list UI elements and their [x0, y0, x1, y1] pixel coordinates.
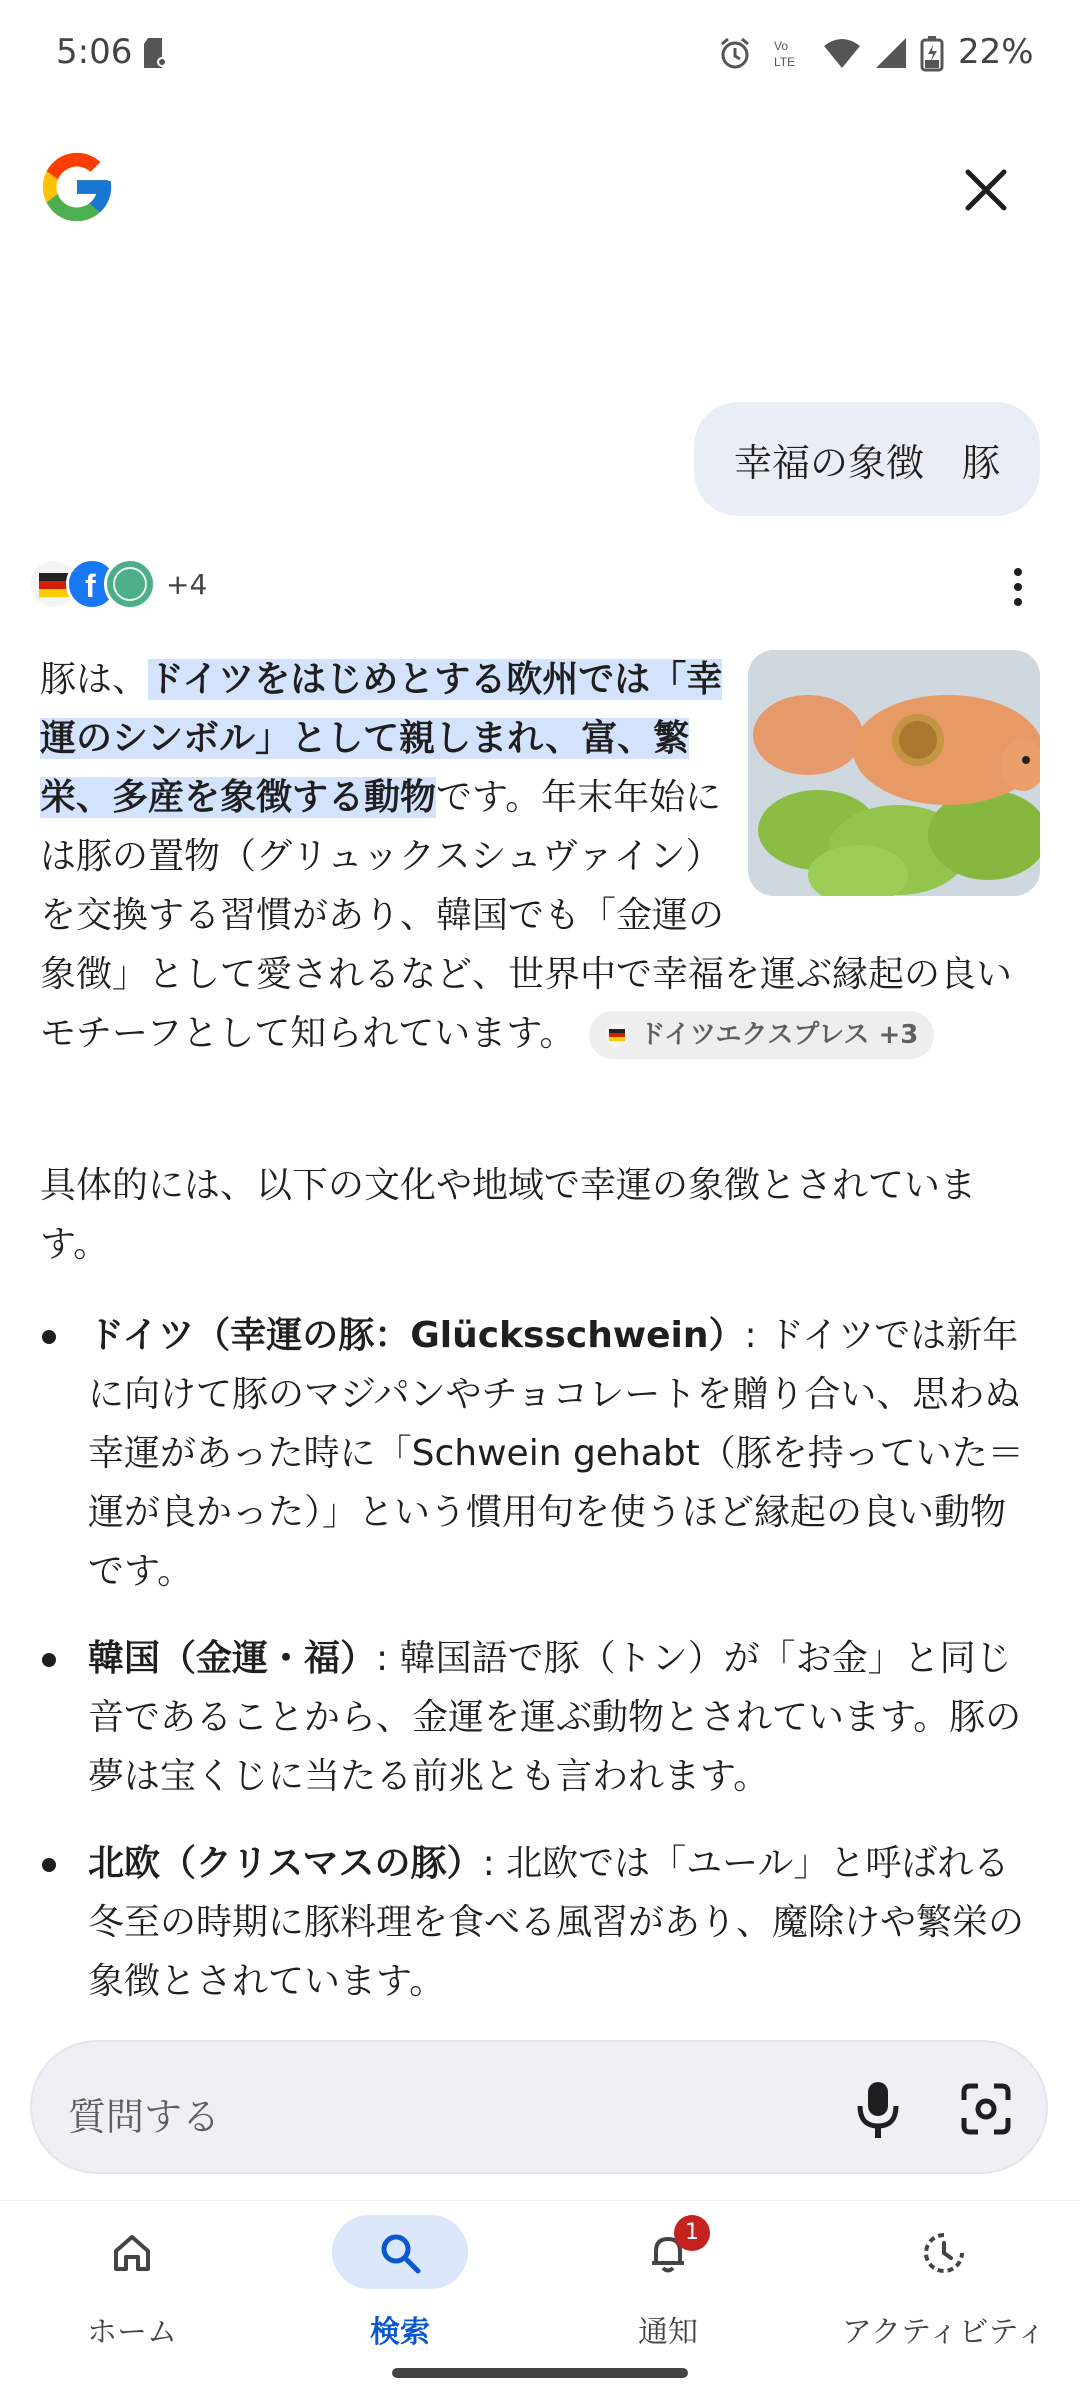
ask-input-placeholder[interactable]: 質問する	[68, 2095, 221, 2139]
nav-home[interactable]	[32, 2215, 232, 2365]
home-icon	[110, 2231, 154, 2275]
nav-activity-label: アクティビティ	[841, 2315, 1047, 2350]
bullet-item-korea	[40, 1629, 1040, 1806]
ask-input-bar[interactable]	[30, 2040, 1048, 2174]
answer-intro-prefix: 豚は、	[40, 659, 149, 700]
bullet-item-nordic	[40, 1834, 1040, 2011]
google-lens-icon[interactable]	[952, 2074, 1020, 2144]
search-icon	[378, 2231, 422, 2275]
answer-paragraph-2: 具体的には、以下の文化や地域で幸運の象徴とされています。	[40, 1165, 977, 1265]
notification-badge: 1	[674, 2215, 710, 2251]
bullet-body: : ドイツでは新年に向けて豚のマジパンやチョコレートを贈り合い、思わぬ幸運があった時に「Schwein gehabt（豚を持っていた＝運が良かった）」という慣用句を使うほど縁起の良い動物です。	[88, 1315, 1024, 1592]
nav-search-icon-wrap	[332, 2215, 468, 2289]
nav-search-label: 検索	[370, 2315, 430, 2350]
nav-activity[interactable]	[824, 2215, 1064, 2365]
google-logo	[36, 146, 118, 228]
bullet-body: : 北欧では「ユール」と呼ばれる冬至の時期に豚料理を食べる風習があり、魔除けや繁栄の象徴とされています。	[88, 1843, 1025, 2002]
bullet-item-germany	[40, 1306, 1040, 1601]
battery-percentage: 22%	[958, 32, 1034, 72]
bullet-title: 韓国（金運・福）	[88, 1638, 377, 1679]
nav-notifications-label: 通知	[638, 2315, 698, 2350]
svg-text:Vo: Vo	[774, 39, 789, 53]
image-spacer	[732, 650, 1032, 894]
nav-activity-icon-wrap	[876, 2215, 1012, 2289]
signal-icon	[874, 36, 908, 70]
source-chip-label: ドイツエクスプレス +3	[639, 1019, 919, 1050]
nav-home-icon-wrap	[64, 2215, 200, 2289]
svg-text:f: f	[85, 568, 96, 604]
nav-notifications-icon-wrap	[600, 2215, 736, 2289]
microphone-icon[interactable]	[844, 2074, 912, 2144]
bullet-list	[40, 1306, 1040, 2039]
status-time: 5:06	[56, 32, 133, 72]
bullet-title: ドイツ（幸運の豚：Glücksschwein）	[88, 1315, 745, 1356]
site-logo-icon	[107, 561, 153, 607]
source-avatar-site	[104, 558, 156, 610]
answer-intro-suffix: です。年末年始には豚の置物（グリュックスシュヴァイン）を交換する習慣があり、韓国でも「金運の象徴」として愛されるなど、世界中で幸福を運ぶ縁起の良いモチーフとして知られています。	[40, 777, 1013, 1054]
germany-flag-icon	[605, 1023, 629, 1047]
answer-summary	[40, 650, 1032, 1063]
answer-highlight-1: ドイツをはじめとする欧州では	[148, 659, 651, 700]
status-bar	[0, 0, 1080, 110]
user-query-bubble: 幸福の象徴 豚	[694, 402, 1040, 516]
battery-icon	[920, 36, 944, 72]
gesture-home-indicator[interactable]	[392, 2368, 688, 2378]
volte-icon	[772, 36, 806, 70]
nav-home-label: ホーム	[87, 2315, 177, 2350]
svg-text:LTE: LTE	[774, 55, 796, 69]
close-icon[interactable]	[956, 160, 1016, 220]
nav-notifications[interactable]	[568, 2215, 768, 2365]
activity-history-icon	[922, 2231, 966, 2275]
sources-more-count: +4	[166, 567, 208, 601]
nav-search[interactable]	[300, 2215, 500, 2365]
bullet-body: : 韓国語で豚（トン）が「お金」と同じ音であることから、金運を運ぶ動物とされています。豚の夢は宝くじに当たる前兆とも言われます。	[88, 1638, 1022, 1797]
source-chip[interactable]	[589, 1011, 934, 1059]
answer-highlight-3: 富、繁栄、多産を象徴する動物	[40, 718, 690, 818]
wifi-icon	[822, 36, 862, 70]
more-options-icon[interactable]	[1000, 562, 1036, 612]
answer-highlight-2: 「幸運のシンボル」として親しまれ、	[40, 659, 723, 759]
bullet-title: 北欧（クリスマスの豚）	[88, 1843, 483, 1884]
sd-card-icon	[142, 36, 168, 70]
alarm-icon	[718, 36, 752, 70]
sources-row[interactable]	[28, 556, 207, 612]
